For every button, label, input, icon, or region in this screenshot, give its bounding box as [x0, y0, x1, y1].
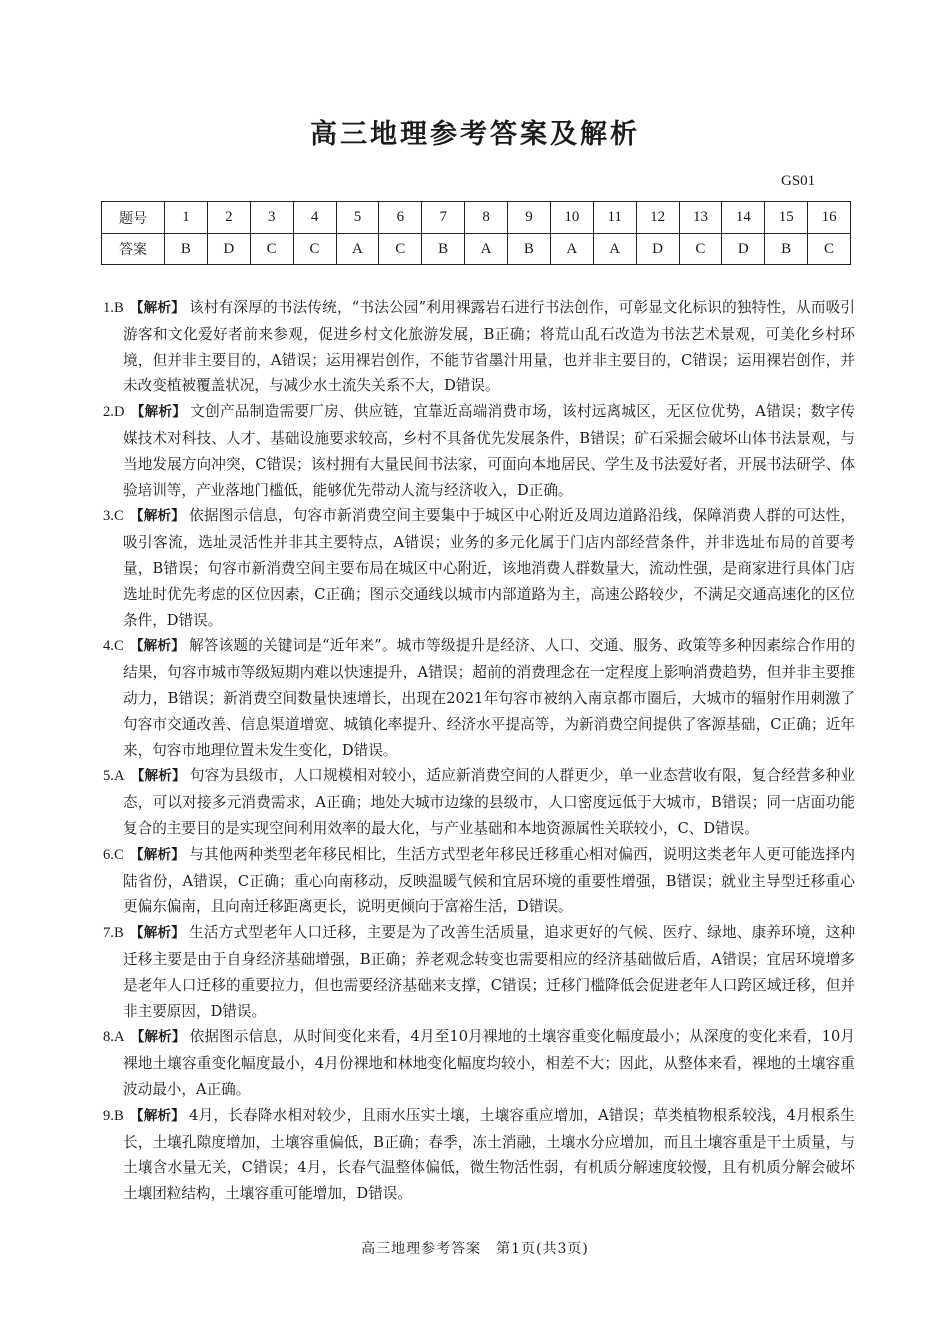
answer-label: 答案: [102, 234, 165, 265]
explanation-text: 依据图示信息，句容市新消费空间主要集中于城区中心附近及周边道路沿线，保障消费人群的可达性，吸引客流，选址灵活性并非其主要特点，A错误；业务的多元化属于门店内部经营条件，并非选址布局的首要考量，B错误；句容市新消费空间主要布局在城区中心附近，该地消费人群数量大，流动性强，是商家进行具体门店选址时优先考虑的区位因素，C正确；图示交通线以城市内部道路为主，高速公路较少，不满足交通高速化的区位条件，D错误。: [123, 507, 855, 629]
answer-cell: D: [722, 234, 765, 265]
exam-code: GS01: [781, 173, 816, 189]
item-number-answer: 8.A: [103, 1029, 125, 1046]
answer-cell: C: [293, 234, 336, 265]
answer-row: [102, 234, 851, 265]
explanation-text: 文创产品制造需要厂房、供应链，宜靠近高端消费市场，该村远离城区，无区位优势，A错误；数字传媒技术对科技、人才、基础设施要求较高，乡村不具备优先发展条件，B错误；矿石采掘会破坏山体书法景观，与当地发展方向冲突，C错误；该村拥有大量民间书法家，可面向本地居民、学生及书法爱好者，开展书法研学、体验培训等，产业落地门槛低，能够优先带动人流与经济收入，D正确。: [123, 403, 855, 499]
answer-cell: C: [379, 234, 422, 265]
question-number-cell: 14: [722, 202, 765, 234]
page-title: 高三地理参考答案及解析: [310, 119, 640, 150]
question-number-cell: 15: [765, 202, 808, 234]
answer-cell: B: [422, 234, 465, 265]
answer-cell: D: [207, 234, 250, 265]
question-number-cell: 2: [207, 202, 250, 234]
explanation-item: [103, 1024, 855, 1102]
explanation-text: 解答该题的关键词是“近年来”。城市等级提升是经济、人口、交通、服务、政策等多种因素综合作用的结果，句容市城市等级短期内难以快速提升，A错误；超前的消费理念在一定程度上影响消费趋势，但并非主要推动力，B错误；新消费空间数量快速增长，出现在2021年句容市被纳入南京都市圈后，大城市的辐射作用刺激了句容市交通改善、信息渠道增宽、城镇化率提升、经济水平提高等，为新消费空间提供了客源基础，C正确；近年来，句容市地理位置未发生变化，D错误。: [123, 637, 856, 759]
explanation-tag: 【解析】: [129, 1107, 186, 1124]
explanation-item: [103, 295, 855, 399]
answer-cell: C: [679, 234, 722, 265]
answer-cell: A: [550, 234, 593, 265]
explanation-tag: 【解析】: [129, 846, 186, 863]
question-label: 题号: [102, 202, 165, 234]
explanation-tag: 【解析】: [129, 508, 186, 525]
item-number-answer: 5.A: [103, 768, 125, 785]
question-number-cell: 16: [808, 202, 851, 234]
explanation-item: [103, 399, 855, 503]
item-number-answer: 6.C: [103, 846, 124, 863]
item-number-answer: 2.D: [103, 404, 125, 421]
explanation-text: 依据图示信息，从时间变化来看，4月至10月裸地的土壤容重变化幅度最小；从深度的变化来看，10月裸地土壤容重变化幅度最小，4月份裸地和林地变化幅度均较小，相差不大；因此，从整体来看，裸地的土壤容重波动最小，A正确。: [123, 1028, 856, 1098]
question-number-cell: 4: [293, 202, 336, 234]
item-number-answer: 1.B: [103, 300, 124, 316]
answer-cell: C: [808, 234, 851, 265]
item-number-answer: 7.B: [103, 925, 124, 942]
answer-cell: A: [336, 234, 379, 265]
explanation-tag: 【解析】: [130, 768, 186, 785]
item-number-answer: 3.C: [103, 508, 124, 525]
explanation-item: [103, 503, 855, 633]
explanation-item: [103, 842, 855, 920]
explanation-tag: 【解析】: [129, 300, 186, 316]
explanation-text: 生活方式型老年人口迁移，主要是为了改善生活质量，追求更好的气候、医疗、绿地、康养环境，这种迁移主要是由于自身经济基础增强，B正确；养老观念转变也需要相应的经济基础做后盾，A错误；宜居环境增多是老年人口迁移的重要拉力，但也需要经济基础来支撑，C错误；迁移门槛降低会促进老年人口跨区域迁移，但并非主要原因，D错误。: [123, 924, 855, 1020]
question-number-cell: 7: [422, 202, 465, 234]
page-footer: 高三地理参考答案 第1页(共3页): [361, 1241, 589, 1257]
question-number-cell: 3: [250, 202, 293, 234]
answer-cell: D: [636, 234, 679, 265]
explanation-tag: 【解析】: [129, 925, 186, 942]
item-number-answer: 9.B: [103, 1107, 124, 1124]
explanation-text: 与其他两种类型老年移民相比，生活方式型老年移民迁移重心相对偏西，说明这类老年人更可能选择内陆省份，A错误，C正确；重心向南移动，反映温暖气候和宜居环境的重要性增强，B错误；就业主导型迁移重心更偏东偏南，且向南迁移距离更长，说明更倾向于富裕生活，D错误。: [123, 845, 855, 916]
explanation-text: 句容为县级市，人口规模相对较小，适应新消费空间的人群更少，单一业态营收有限，复合经营多种业态，可以对接多元消费需求，A正确；地处大城市边缘的县级市，人口密度远低于大城市，B错误；同一店面功能复合的主要目的是实现空间利用效率的最大化，与产业基础和本地资源属性关联较小，C、D错误。: [123, 767, 855, 837]
answer-table: [101, 201, 851, 265]
answer-cell: B: [508, 234, 551, 265]
item-number-answer: 4.C: [103, 638, 124, 655]
question-number-cell: 5: [336, 202, 379, 234]
question-number-cell: 12: [636, 202, 679, 234]
explanation-list: [103, 295, 855, 1207]
explanation-text: 4月，长春降水相对较少，且雨水压实土壤，土壤容重应增加，A错误；草类植物根系较浅，4月根系生长，土壤孔隙度增加，土壤容重偏低，B正确；春季，冻土消融，土壤水分应增加，而且土壤容重是干土质量，与土壤含水量无关，C错误；4月，长春气温整体偏低，微生物活性弱，有机质分解速度较慢，且有机质分解会破坏土壤团粒结构，土壤容重可能增加，D错误。: [123, 1106, 855, 1203]
question-number-cell: 13: [679, 202, 722, 234]
answer-cell: B: [765, 234, 808, 265]
explanation-item: [103, 920, 855, 1024]
question-number-row: [102, 202, 851, 234]
question-number-cell: 9: [508, 202, 551, 234]
question-number-cell: 11: [593, 202, 636, 234]
question-number-cell: 1: [165, 202, 208, 234]
explanation-item: [103, 1103, 855, 1207]
explanation-item: [103, 763, 855, 841]
explanation-item: [103, 633, 855, 763]
question-number-cell: 10: [550, 202, 593, 234]
explanation-tag: 【解析】: [129, 638, 186, 655]
answer-cell: A: [465, 234, 508, 265]
explanation-tag: 【解析】: [130, 1029, 186, 1046]
answer-cell: C: [250, 234, 293, 265]
explanation-text: 该村有深厚的书法传统，“书法公园”利用裸露岩石进行书法创作，可彰显文化标识的独特性，从而吸引游客和文化爱好者前来参观，促进乡村文化旅游发展，B正确；将荒山乱石改造为书法艺术景观，可美化乡村环境，但并非主要目的，A错误；运用裸岩创作，不能节省墨汁用量，也并非主要目的，C错误；运用裸岩创作，并未改变植被覆盖状况，与减少水土流失关系不大，D错误。: [123, 299, 856, 395]
question-number-cell: 8: [465, 202, 508, 234]
answer-cell: A: [593, 234, 636, 265]
answer-cell: B: [165, 234, 208, 265]
question-number-cell: 6: [379, 202, 422, 234]
explanation-tag: 【解析】: [130, 404, 187, 421]
